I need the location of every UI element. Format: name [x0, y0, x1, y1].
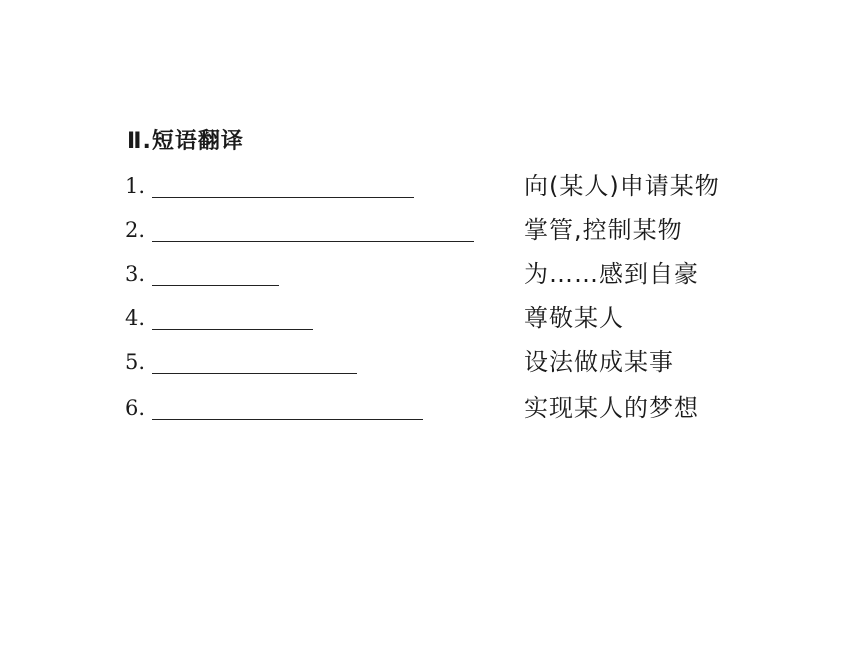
chinese-meaning: 实现某人的梦想: [524, 394, 699, 422]
phrase-item-1: [0, 172, 860, 202]
item-number: 3.: [125, 262, 146, 286]
chinese-meaning: 掌管,控制某物: [524, 216, 683, 244]
answer-blank[interactable]: [152, 285, 279, 286]
chinese-meaning: 向(某人)申请某物: [524, 172, 720, 200]
phrase-item-6: [0, 394, 860, 424]
item-number: 1.: [125, 174, 146, 198]
phrase-item-2: [0, 216, 860, 246]
item-number: 2.: [125, 218, 146, 242]
answer-blank[interactable]: [152, 241, 474, 242]
chinese-meaning: 设法做成某事: [524, 348, 674, 376]
phrase-item-4: [0, 304, 860, 334]
item-number: 4.: [125, 306, 146, 330]
chinese-meaning: 尊敬某人: [524, 304, 624, 332]
item-number: 5.: [125, 350, 146, 374]
answer-blank[interactable]: [152, 419, 423, 420]
answer-blank[interactable]: [152, 197, 414, 198]
phrase-item-5: [0, 348, 860, 378]
phrase-item-3: [0, 260, 860, 290]
chinese-meaning: 为……感到自豪: [524, 260, 699, 288]
answer-blank[interactable]: [152, 329, 313, 330]
section-title: Ⅱ.短语翻译: [127, 129, 244, 154]
answer-blank[interactable]: [152, 373, 357, 374]
item-number: 6.: [125, 396, 146, 420]
